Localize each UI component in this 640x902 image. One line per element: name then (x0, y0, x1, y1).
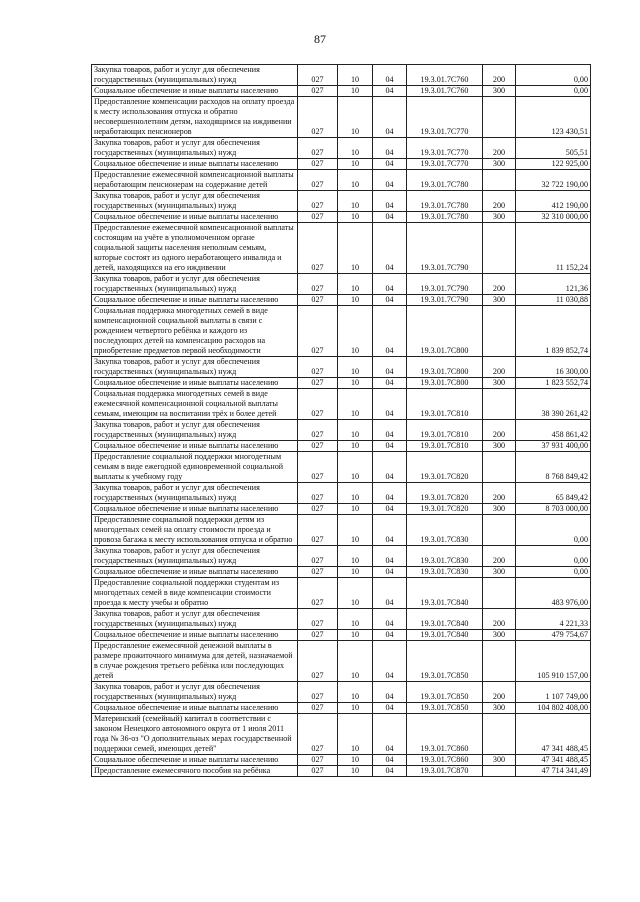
amount-cell: 0,00 (516, 567, 591, 578)
subsection-cell: 04 (373, 714, 407, 755)
target-article-cell: 19.3.01.7С810 (407, 441, 483, 452)
section-cell: 10 (338, 86, 373, 97)
expense-name-cell: Закупка товаров, работ и услуг для обеспечения государственных (муниципальных) нужд (92, 483, 298, 504)
expense-name-cell: Предоставление компенсации расходов на оплату проезда к месту использования отпуска и обратно несовершеннолетним детям, находящимся на иждивении неработающих пенсионеров (92, 97, 298, 138)
expense-name-cell: Предоставление ежемесячной компенсационной выплаты состоящим на учёте в уполномоченном органе социальной защиты населения неполным семьям, которые состоят из одного неработающего инвалида и детей, находящихся на его иждивении (92, 223, 298, 274)
target-article-cell: 19.3.01.7С850 (407, 682, 483, 703)
expense-type-cell: 300 (483, 86, 516, 97)
ministry-code-cell: 027 (298, 170, 338, 191)
subsection-cell: 04 (373, 609, 407, 630)
expense-name-cell: Социальное обеспечение и иные выплаты населению (92, 378, 298, 389)
ministry-code-cell: 027 (298, 97, 338, 138)
section-cell: 10 (338, 378, 373, 389)
amount-cell: 37 931 400,00 (516, 441, 591, 452)
expense-name-cell: Предоставление социальной поддержки студентам из многодетных семей в виде компенсации стоимости проезда к месту учебы и обратно (92, 578, 298, 609)
subsection-cell: 04 (373, 703, 407, 714)
amount-cell: 0,00 (516, 65, 591, 86)
section-cell: 10 (338, 546, 373, 567)
ministry-code-cell: 027 (298, 191, 338, 212)
section-cell: 10 (338, 97, 373, 138)
budget-table (91, 64, 591, 777)
expense-name-cell: Материнский (семейный) капитал в соответствии с законом Ненецкого автономного округа от 1 июля 2011 года № 36-оз "О дополнительных мерах государственной поддержки семей, имеющих детей" (92, 714, 298, 755)
ministry-code-cell: 027 (298, 641, 338, 682)
expense-name-cell: Закупка товаров, работ и услуг для обеспечения государственных (муниципальных) нужд (92, 357, 298, 378)
section-cell: 10 (338, 504, 373, 515)
ministry-code-cell: 027 (298, 452, 338, 483)
amount-cell: 47 714 341,49 (516, 766, 591, 777)
subsection-cell: 04 (373, 567, 407, 578)
subsection-cell: 04 (373, 274, 407, 295)
target-article-cell: 19.3.01.7С820 (407, 452, 483, 483)
ministry-code-cell: 027 (298, 755, 338, 766)
section-cell: 10 (338, 515, 373, 546)
section-cell: 10 (338, 609, 373, 630)
table-row (92, 378, 591, 389)
expense-name-cell: Социальное обеспечение и иные выплаты населению (92, 504, 298, 515)
amount-cell: 4 221,33 (516, 609, 591, 630)
ministry-code-cell: 027 (298, 515, 338, 546)
expense-type-cell (483, 306, 516, 357)
target-article-cell: 19.3.01.7С800 (407, 306, 483, 357)
section-cell: 10 (338, 420, 373, 441)
table-row (92, 483, 591, 504)
section-cell: 10 (338, 65, 373, 86)
expense-type-cell: 200 (483, 357, 516, 378)
ministry-code-cell: 027 (298, 578, 338, 609)
section-cell: 10 (338, 641, 373, 682)
target-article-cell: 19.3.01.7С830 (407, 567, 483, 578)
target-article-cell: 19.3.01.7С850 (407, 641, 483, 682)
ministry-code-cell: 027 (298, 86, 338, 97)
ministry-code-cell: 027 (298, 378, 338, 389)
subsection-cell: 04 (373, 546, 407, 567)
subsection-cell: 04 (373, 766, 407, 777)
target-article-cell: 19.3.01.7С790 (407, 274, 483, 295)
ministry-code-cell: 027 (298, 65, 338, 86)
ministry-code-cell: 027 (298, 441, 338, 452)
expense-type-cell: 200 (483, 420, 516, 441)
expense-name-cell: Социальное обеспечение и иные выплаты населению (92, 295, 298, 306)
expense-type-cell: 300 (483, 567, 516, 578)
subsection-cell: 04 (373, 212, 407, 223)
expense-name-cell: Социальное обеспечение и иные выплаты населению (92, 86, 298, 97)
ministry-code-cell: 027 (298, 357, 338, 378)
expense-name-cell: Социальная поддержка многодетных семей в виде ежемесячной компенсационной социальной выплаты семьям, имеющим на воспитании трёх и более детей (92, 389, 298, 420)
section-cell: 10 (338, 357, 373, 378)
table-row (92, 441, 591, 452)
expense-type-cell: 300 (483, 504, 516, 515)
section-cell: 10 (338, 212, 373, 223)
expense-type-cell: 300 (483, 295, 516, 306)
expense-type-cell: 300 (483, 212, 516, 223)
table-row (92, 504, 591, 515)
table-row (92, 567, 591, 578)
target-article-cell: 19.3.01.7С770 (407, 138, 483, 159)
expense-name-cell: Закупка товаров, работ и услуг для обеспечения государственных (муниципальных) нужд (92, 138, 298, 159)
target-article-cell: 19.3.01.7С800 (407, 378, 483, 389)
ministry-code-cell: 027 (298, 714, 338, 755)
subsection-cell: 04 (373, 682, 407, 703)
expense-type-cell (483, 515, 516, 546)
section-cell: 10 (338, 191, 373, 212)
expense-name-cell: Социальное обеспечение и иные выплаты населению (92, 212, 298, 223)
expense-name-cell: Социальное обеспечение и иные выплаты населению (92, 755, 298, 766)
ministry-code-cell: 027 (298, 389, 338, 420)
expense-type-cell (483, 452, 516, 483)
expense-type-cell (483, 223, 516, 274)
target-article-cell: 19.3.01.7С790 (407, 223, 483, 274)
ministry-code-cell: 027 (298, 682, 338, 703)
amount-cell: 1 107 749,00 (516, 682, 591, 703)
target-article-cell: 19.3.01.7С840 (407, 630, 483, 641)
ministry-code-cell: 027 (298, 212, 338, 223)
section-cell: 10 (338, 682, 373, 703)
subsection-cell: 04 (373, 641, 407, 682)
ministry-code-cell: 027 (298, 546, 338, 567)
table-row (92, 578, 591, 609)
subsection-cell: 04 (373, 191, 407, 212)
ministry-code-cell: 027 (298, 420, 338, 441)
subsection-cell: 04 (373, 357, 407, 378)
expense-type-cell (483, 641, 516, 682)
subsection-cell: 04 (373, 159, 407, 170)
ministry-code-cell: 027 (298, 766, 338, 777)
expense-type-cell (483, 97, 516, 138)
target-article-cell: 19.3.01.7С760 (407, 86, 483, 97)
expense-name-cell: Закупка товаров, работ и услуг для обеспечения государственных (муниципальных) нужд (92, 609, 298, 630)
amount-cell: 11 152,24 (516, 223, 591, 274)
amount-cell: 8 768 849,42 (516, 452, 591, 483)
amount-cell: 121,36 (516, 274, 591, 295)
section-cell: 10 (338, 578, 373, 609)
table-row (92, 357, 591, 378)
expense-name-cell: Закупка товаров, работ и услуг для обеспечения государственных (муниципальных) нужд (92, 65, 298, 86)
subsection-cell: 04 (373, 452, 407, 483)
subsection-cell: 04 (373, 578, 407, 609)
amount-cell: 11 030,88 (516, 295, 591, 306)
section-cell: 10 (338, 389, 373, 420)
expense-name-cell: Предоставление ежемесячной денежной выплаты в размере прожиточного минимума для детей, назначаемой в случае рождения третьего ребёнка или последующих детей (92, 641, 298, 682)
subsection-cell: 04 (373, 389, 407, 420)
amount-cell: 47 341 488,45 (516, 714, 591, 755)
target-article-cell: 19.3.01.7С830 (407, 546, 483, 567)
subsection-cell: 04 (373, 86, 407, 97)
amount-cell: 479 754,67 (516, 630, 591, 641)
target-article-cell: 19.3.01.7С760 (407, 65, 483, 86)
amount-cell: 16 300,00 (516, 357, 591, 378)
expense-name-cell: Закупка товаров, работ и услуг для обеспечения государственных (муниципальных) нужд (92, 191, 298, 212)
page-number: 87 (314, 32, 326, 46)
section-cell: 10 (338, 703, 373, 714)
subsection-cell: 04 (373, 515, 407, 546)
amount-cell: 458 861,42 (516, 420, 591, 441)
expense-type-cell: 300 (483, 755, 516, 766)
expense-type-cell (483, 578, 516, 609)
table-row (92, 630, 591, 641)
section-cell: 10 (338, 452, 373, 483)
section-cell: 10 (338, 274, 373, 295)
table-row (92, 389, 591, 420)
table-row (92, 212, 591, 223)
subsection-cell: 04 (373, 483, 407, 504)
amount-cell: 32 310 000,00 (516, 212, 591, 223)
ministry-code-cell: 027 (298, 223, 338, 274)
ministry-code-cell: 027 (298, 567, 338, 578)
expense-name-cell: Предоставление социальной поддержки детям из многодетных семей на оплату стоимости проезда и провоза багажа к месту использования отпуска и обратно (92, 515, 298, 546)
budget-table-body (92, 65, 591, 777)
table-row (92, 274, 591, 295)
table-row (92, 452, 591, 483)
expense-type-cell: 200 (483, 191, 516, 212)
target-article-cell: 19.3.01.7С870 (407, 766, 483, 777)
target-article-cell: 19.3.01.7С780 (407, 212, 483, 223)
expense-type-cell: 300 (483, 630, 516, 641)
table-row (92, 86, 591, 97)
section-cell: 10 (338, 755, 373, 766)
ministry-code-cell: 027 (298, 504, 338, 515)
subsection-cell: 04 (373, 420, 407, 441)
subsection-cell: 04 (373, 65, 407, 86)
amount-cell: 1 823 552,74 (516, 378, 591, 389)
table-row (92, 546, 591, 567)
expense-name-cell: Закупка товаров, работ и услуг для обеспечения государственных (муниципальных) нужд (92, 546, 298, 567)
target-article-cell: 19.3.01.7С840 (407, 578, 483, 609)
target-article-cell: 19.3.01.7С860 (407, 714, 483, 755)
table-row (92, 159, 591, 170)
expense-type-cell: 200 (483, 274, 516, 295)
expense-type-cell: 200 (483, 138, 516, 159)
expense-type-cell (483, 714, 516, 755)
amount-cell: 0,00 (516, 515, 591, 546)
target-article-cell: 19.3.01.7С780 (407, 170, 483, 191)
ministry-code-cell: 027 (298, 295, 338, 306)
amount-cell: 32 722 190,00 (516, 170, 591, 191)
expense-type-cell (483, 389, 516, 420)
subsection-cell: 04 (373, 504, 407, 515)
expense-type-cell: 200 (483, 682, 516, 703)
ministry-code-cell: 027 (298, 138, 338, 159)
section-cell: 10 (338, 306, 373, 357)
amount-cell: 8 703 000,00 (516, 504, 591, 515)
ministry-code-cell: 027 (298, 703, 338, 714)
section-cell: 10 (338, 223, 373, 274)
amount-cell: 105 910 157,00 (516, 641, 591, 682)
amount-cell: 0,00 (516, 86, 591, 97)
section-cell: 10 (338, 441, 373, 452)
section-cell: 10 (338, 567, 373, 578)
target-article-cell: 19.3.01.7С810 (407, 389, 483, 420)
expense-name-cell: Закупка товаров, работ и услуг для обеспечения государственных (муниципальных) нужд (92, 682, 298, 703)
subsection-cell: 04 (373, 223, 407, 274)
target-article-cell: 19.3.01.7С790 (407, 295, 483, 306)
table-row (92, 138, 591, 159)
expense-type-cell: 300 (483, 703, 516, 714)
expense-name-cell: Социальная поддержка многодетных семей в виде компенсационной социальной выплаты в связи с рождением четвертого ребёнка и каждого из последующих детей на компенсацию расходов на приобретение предметов первой необходимости (92, 306, 298, 357)
section-cell: 10 (338, 766, 373, 777)
table-row (92, 755, 591, 766)
ministry-code-cell: 027 (298, 609, 338, 630)
expense-name-cell: Предоставление ежемесячной компенсационной выплаты неработающим пенсионерам на содержание детей (92, 170, 298, 191)
table-row (92, 766, 591, 777)
ministry-code-cell: 027 (298, 159, 338, 170)
expense-type-cell: 200 (483, 483, 516, 504)
ministry-code-cell: 027 (298, 306, 338, 357)
section-cell: 10 (338, 170, 373, 191)
ministry-code-cell: 027 (298, 483, 338, 504)
table-row (92, 682, 591, 703)
table-row (92, 515, 591, 546)
amount-cell: 122 925,00 (516, 159, 591, 170)
amount-cell: 123 430,51 (516, 97, 591, 138)
subsection-cell: 04 (373, 755, 407, 766)
table-row (92, 97, 591, 138)
expense-name-cell: Предоставление ежемесячного пособия на ребёнка (92, 766, 298, 777)
target-article-cell: 19.3.01.7С820 (407, 483, 483, 504)
amount-cell: 412 190,00 (516, 191, 591, 212)
section-cell: 10 (338, 159, 373, 170)
target-article-cell: 19.3.01.7С850 (407, 703, 483, 714)
table-row (92, 609, 591, 630)
expense-type-cell: 200 (483, 65, 516, 86)
section-cell: 10 (338, 483, 373, 504)
table-row (92, 714, 591, 755)
expense-type-cell: 300 (483, 441, 516, 452)
expense-name-cell: Закупка товаров, работ и услуг для обеспечения государственных (муниципальных) нужд (92, 274, 298, 295)
table-row (92, 295, 591, 306)
expense-name-cell: Социальное обеспечение и иные выплаты населению (92, 567, 298, 578)
target-article-cell: 19.3.01.7С770 (407, 97, 483, 138)
expense-name-cell: Закупка товаров, работ и услуг для обеспечения государственных (муниципальных) нужд (92, 420, 298, 441)
amount-cell: 483 976,00 (516, 578, 591, 609)
subsection-cell: 04 (373, 306, 407, 357)
amount-cell: 0,00 (516, 546, 591, 567)
target-article-cell: 19.3.01.7С820 (407, 504, 483, 515)
ministry-code-cell: 027 (298, 630, 338, 641)
expense-name-cell: Социальное обеспечение и иные выплаты населению (92, 441, 298, 452)
amount-cell: 65 849,42 (516, 483, 591, 504)
subsection-cell: 04 (373, 630, 407, 641)
subsection-cell: 04 (373, 138, 407, 159)
table-row (92, 641, 591, 682)
expense-type-cell: 300 (483, 378, 516, 389)
amount-cell: 47 341 488,45 (516, 755, 591, 766)
expense-type-cell (483, 170, 516, 191)
subsection-cell: 04 (373, 97, 407, 138)
table-row (92, 223, 591, 274)
table-row (92, 306, 591, 357)
amount-cell: 1 839 852,74 (516, 306, 591, 357)
section-cell: 10 (338, 630, 373, 641)
subsection-cell: 04 (373, 170, 407, 191)
ministry-code-cell: 027 (298, 274, 338, 295)
table-row (92, 65, 591, 86)
target-article-cell: 19.3.01.7С830 (407, 515, 483, 546)
target-article-cell: 19.3.01.7С800 (407, 357, 483, 378)
table-row (92, 170, 591, 191)
target-article-cell: 19.3.01.7С860 (407, 755, 483, 766)
expense-type-cell (483, 766, 516, 777)
amount-cell: 505,51 (516, 138, 591, 159)
amount-cell: 38 390 261,42 (516, 389, 591, 420)
expense-type-cell: 300 (483, 159, 516, 170)
expense-type-cell: 200 (483, 609, 516, 630)
subsection-cell: 04 (373, 378, 407, 389)
section-cell: 10 (338, 138, 373, 159)
table-row (92, 703, 591, 714)
expense-name-cell: Социальное обеспечение и иные выплаты населению (92, 630, 298, 641)
section-cell: 10 (338, 295, 373, 306)
target-article-cell: 19.3.01.7С770 (407, 159, 483, 170)
subsection-cell: 04 (373, 441, 407, 452)
expense-type-cell: 200 (483, 546, 516, 567)
target-article-cell: 19.3.01.7С780 (407, 191, 483, 212)
subsection-cell: 04 (373, 295, 407, 306)
amount-cell: 104 802 408,00 (516, 703, 591, 714)
expense-name-cell: Социальное обеспечение и иные выплаты населению (92, 703, 298, 714)
expense-name-cell: Предоставление социальной поддержки многодетным семьям в виде ежегодной единовременной социальной выплаты к учебному году (92, 452, 298, 483)
expense-name-cell: Социальное обеспечение и иные выплаты населению (92, 159, 298, 170)
target-article-cell: 19.3.01.7С810 (407, 420, 483, 441)
section-cell: 10 (338, 714, 373, 755)
table-row (92, 420, 591, 441)
target-article-cell: 19.3.01.7С840 (407, 609, 483, 630)
table-row (92, 191, 591, 212)
